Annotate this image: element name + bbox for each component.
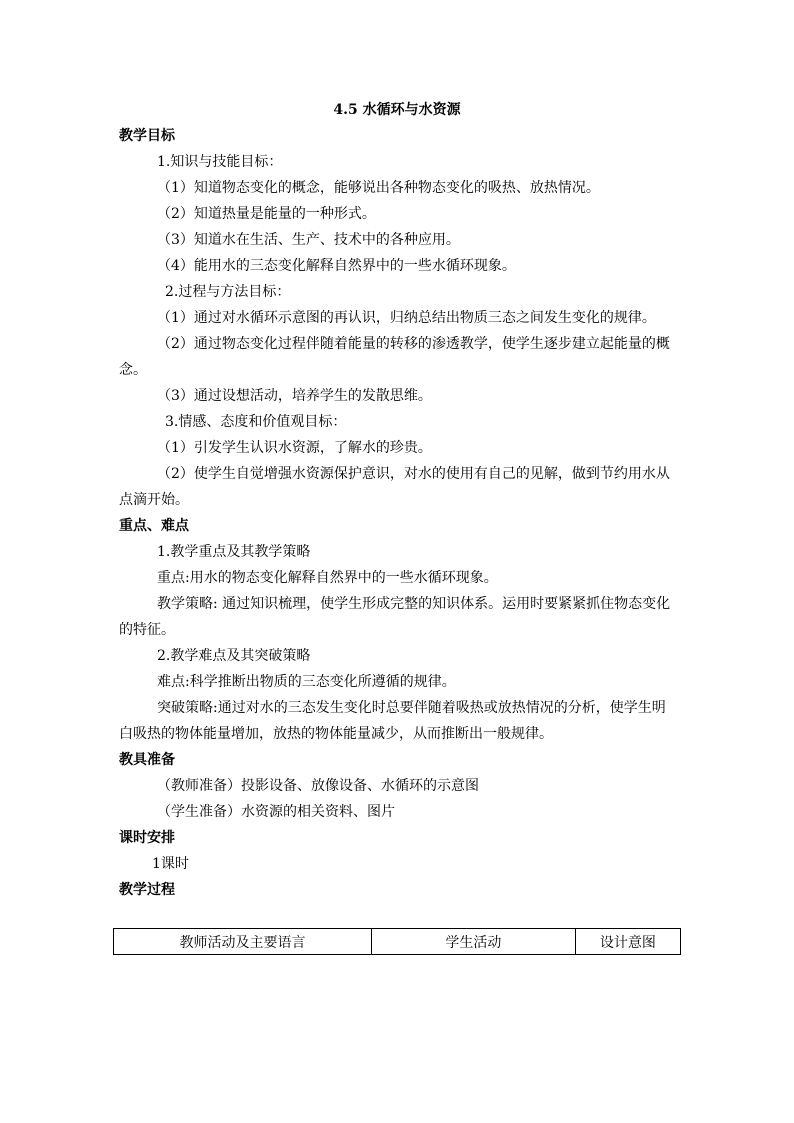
table-header-cell: 教师活动及主要语言 [114, 929, 372, 955]
teacher-materials: （教师准备）投影设备、放像设备、水循环的示意图 [157, 778, 479, 794]
table-header-cell: 学生活动 [372, 929, 576, 955]
process-goal-item: （2）通过物态变化过程伴随着能量的转移的渗透教学，使学生逐步建立起能量的概念。 [119, 336, 670, 378]
knowledge-goal-item: （2）知道热量是能量的一种形式。 [157, 206, 376, 222]
focus-strategy: 教学策略: 通过知识梳理，使学生形成完整的知识体系。运用时要紧紧抓住物态变化的特征。 [119, 596, 671, 638]
materials-heading: 教具准备 [119, 752, 175, 768]
difficulty-point: 难点:科学推断出物质的三态变化所遵循的规律。 [157, 674, 456, 690]
focus-title: 1.教学重点及其教学策略 [157, 544, 311, 560]
process-heading: 教学过程 [119, 882, 175, 898]
process-goal-item: （1）通过对水循环示意图的再认识，归纳总结出物质三态之间发生变化的规律。 [157, 310, 656, 326]
schedule-heading: 课时安排 [119, 830, 175, 846]
difficulty-strategy: 突破策略:通过对水的三态发生变化时总要伴随着吸热或放热情况的分析，使学生明白吸热的物体能量增加，放热的物体能量减少，从而推断出一般规律。 [119, 700, 666, 742]
teaching-process-table [113, 928, 681, 955]
student-materials: （学生准备）水资源的相关资料、图片 [157, 804, 395, 820]
table-header-row [114, 929, 681, 955]
key-points-heading: 重点、难点 [119, 518, 189, 534]
emotion-goal-item: （1）引发学生认识水资源，了解水的珍贵。 [157, 440, 432, 456]
process-goal-item: （3）通过设想活动，培养学生的发散思维。 [157, 388, 432, 404]
schedule-value: 1课时 [152, 856, 189, 872]
focus-point: 重点:用水的物态变化解释自然界中的一些水循环现象。 [157, 570, 498, 586]
knowledge-goals-title: 1.知识与技能目标： [157, 154, 283, 170]
emotion-goal-item: （2）使学生自觉增强水资源保护意识，对水的使用有自己的见解，做到节约用水从点滴开始。 [119, 466, 670, 508]
process-goals-title: 2.过程与方法目标： [165, 284, 291, 300]
emotion-goals-title: 3.情感、态度和价值观目标： [165, 414, 347, 430]
table-header-cell: 设计意图 [575, 929, 680, 955]
difficulty-title: 2.教学难点及其突破策略 [157, 648, 311, 664]
objectives-heading: 教学目标 [119, 128, 175, 144]
lesson-content [119, 123, 677, 903]
knowledge-goal-item: （1）知道物态变化的概念，能够说出各种物态变化的吸热、放热情况。 [157, 180, 600, 196]
knowledge-goal-item: （4）能用水的三态变化解释自然界中的一些水循环现象。 [157, 258, 516, 274]
lesson-title: 4.5 水循环与水资源 [333, 102, 461, 118]
knowledge-goal-item: （3）知道水在生活、生产、技术中的各种应用。 [157, 232, 460, 248]
